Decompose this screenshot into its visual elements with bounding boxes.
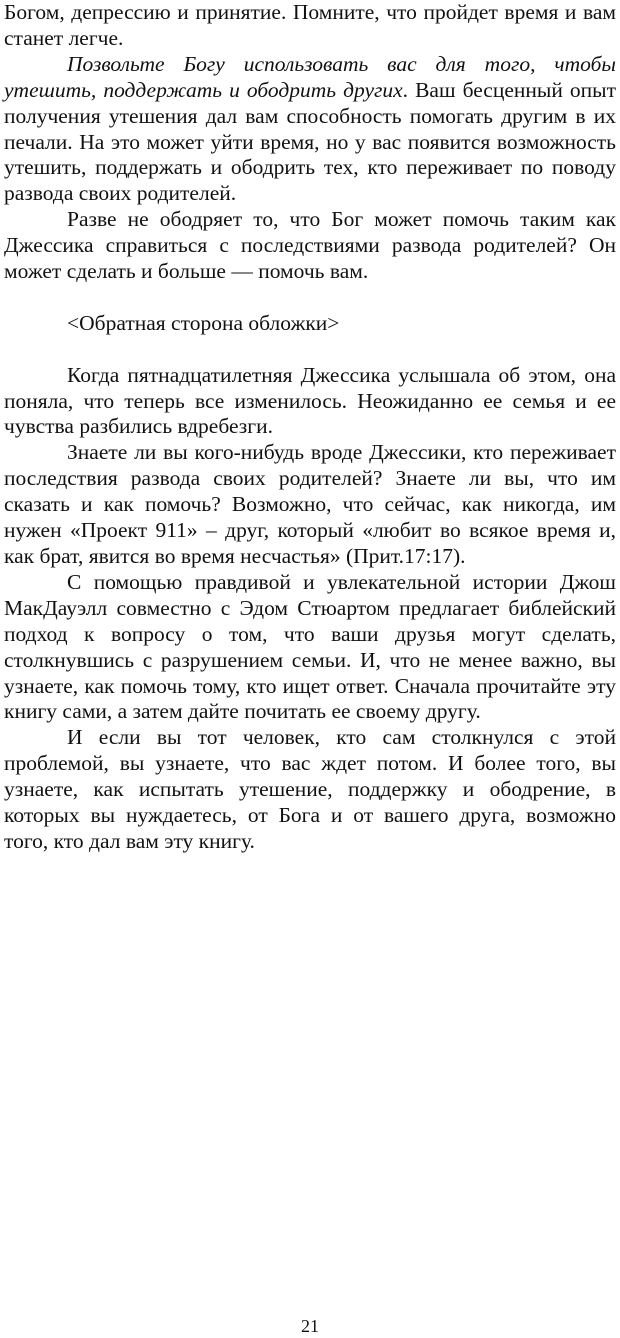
- paragraph-2: [4, 52, 616, 207]
- paragraph-2-rest: . Ваш бесценный опыт получения утешения дал вам способность помогать другим в их печали. На это может уйти время, но у вас появится возможность утешить, поддержать и ободрить тех, кто переживает по поводу развода своих родителей.: [4, 77, 616, 206]
- paragraph-6: Знаете ли вы кого-нибудь вроде Джессики, кто переживает последствия развода своих родителей? Знаете ли вы, что им сказать и как помочь? Возможно, что сейчас, как никогда, им нужен «Проект 911» – друг, который «любит во всякое время и, как брат, явится во время несчастья» (Прит.17:17).: [4, 440, 616, 568]
- body-text: [4, 0, 616, 855]
- paragraph-3: Разве не ободряет то, что Бог может помочь таким как Джессика справиться с последствиями развода родителей? Он может сделать и больше — помочь вам.: [4, 207, 616, 284]
- blank-line: [4, 337, 616, 363]
- paragraph-5: Когда пятнадцатилетняя Джессика услышала об этом, она поняла, что теперь все изменилось. Неожиданно ее семья и ее чувства разбились вдребезги.: [4, 362, 616, 439]
- paragraph-1: Богом, депрессию и принятие. Помните, что пройдет время и вам станет легче.: [4, 0, 616, 50]
- italic-phrase: Позвольте Богу использовать вас для того, чтобы утешить, поддержать и ободрить других: [4, 51, 616, 102]
- page-number: 21: [301, 1316, 319, 1336]
- paragraph-7: С помощью правдивой и увлекательной истории Джош МакДауэлл совместно с Эдом Стюартом предлагает библейский подход к вопросу о том, что ваши друзья могут сделать, столкнувшись с разрушением семьи. И, что не менее важно, вы узнаете, как помочь тому, кто ищет ответ. Сначала прочитайте эту книгу сами, а затем дайте почитать ее своему другу.: [4, 569, 616, 724]
- section-heading: <Обратная сторона обложки>: [67, 310, 340, 335]
- blank-line: [4, 285, 616, 311]
- paragraph-8: И если вы тот человек, кто сам столкнулся с этой проблемой, вы узнаете, что вас ждет потом. И более того, вы узнаете, как испытать утешение, поддержку и ободрение, в которых вы нуждаетесь, от Бога и от вашего друга, возможно того, кто дал вам эту книгу.: [4, 725, 616, 853]
